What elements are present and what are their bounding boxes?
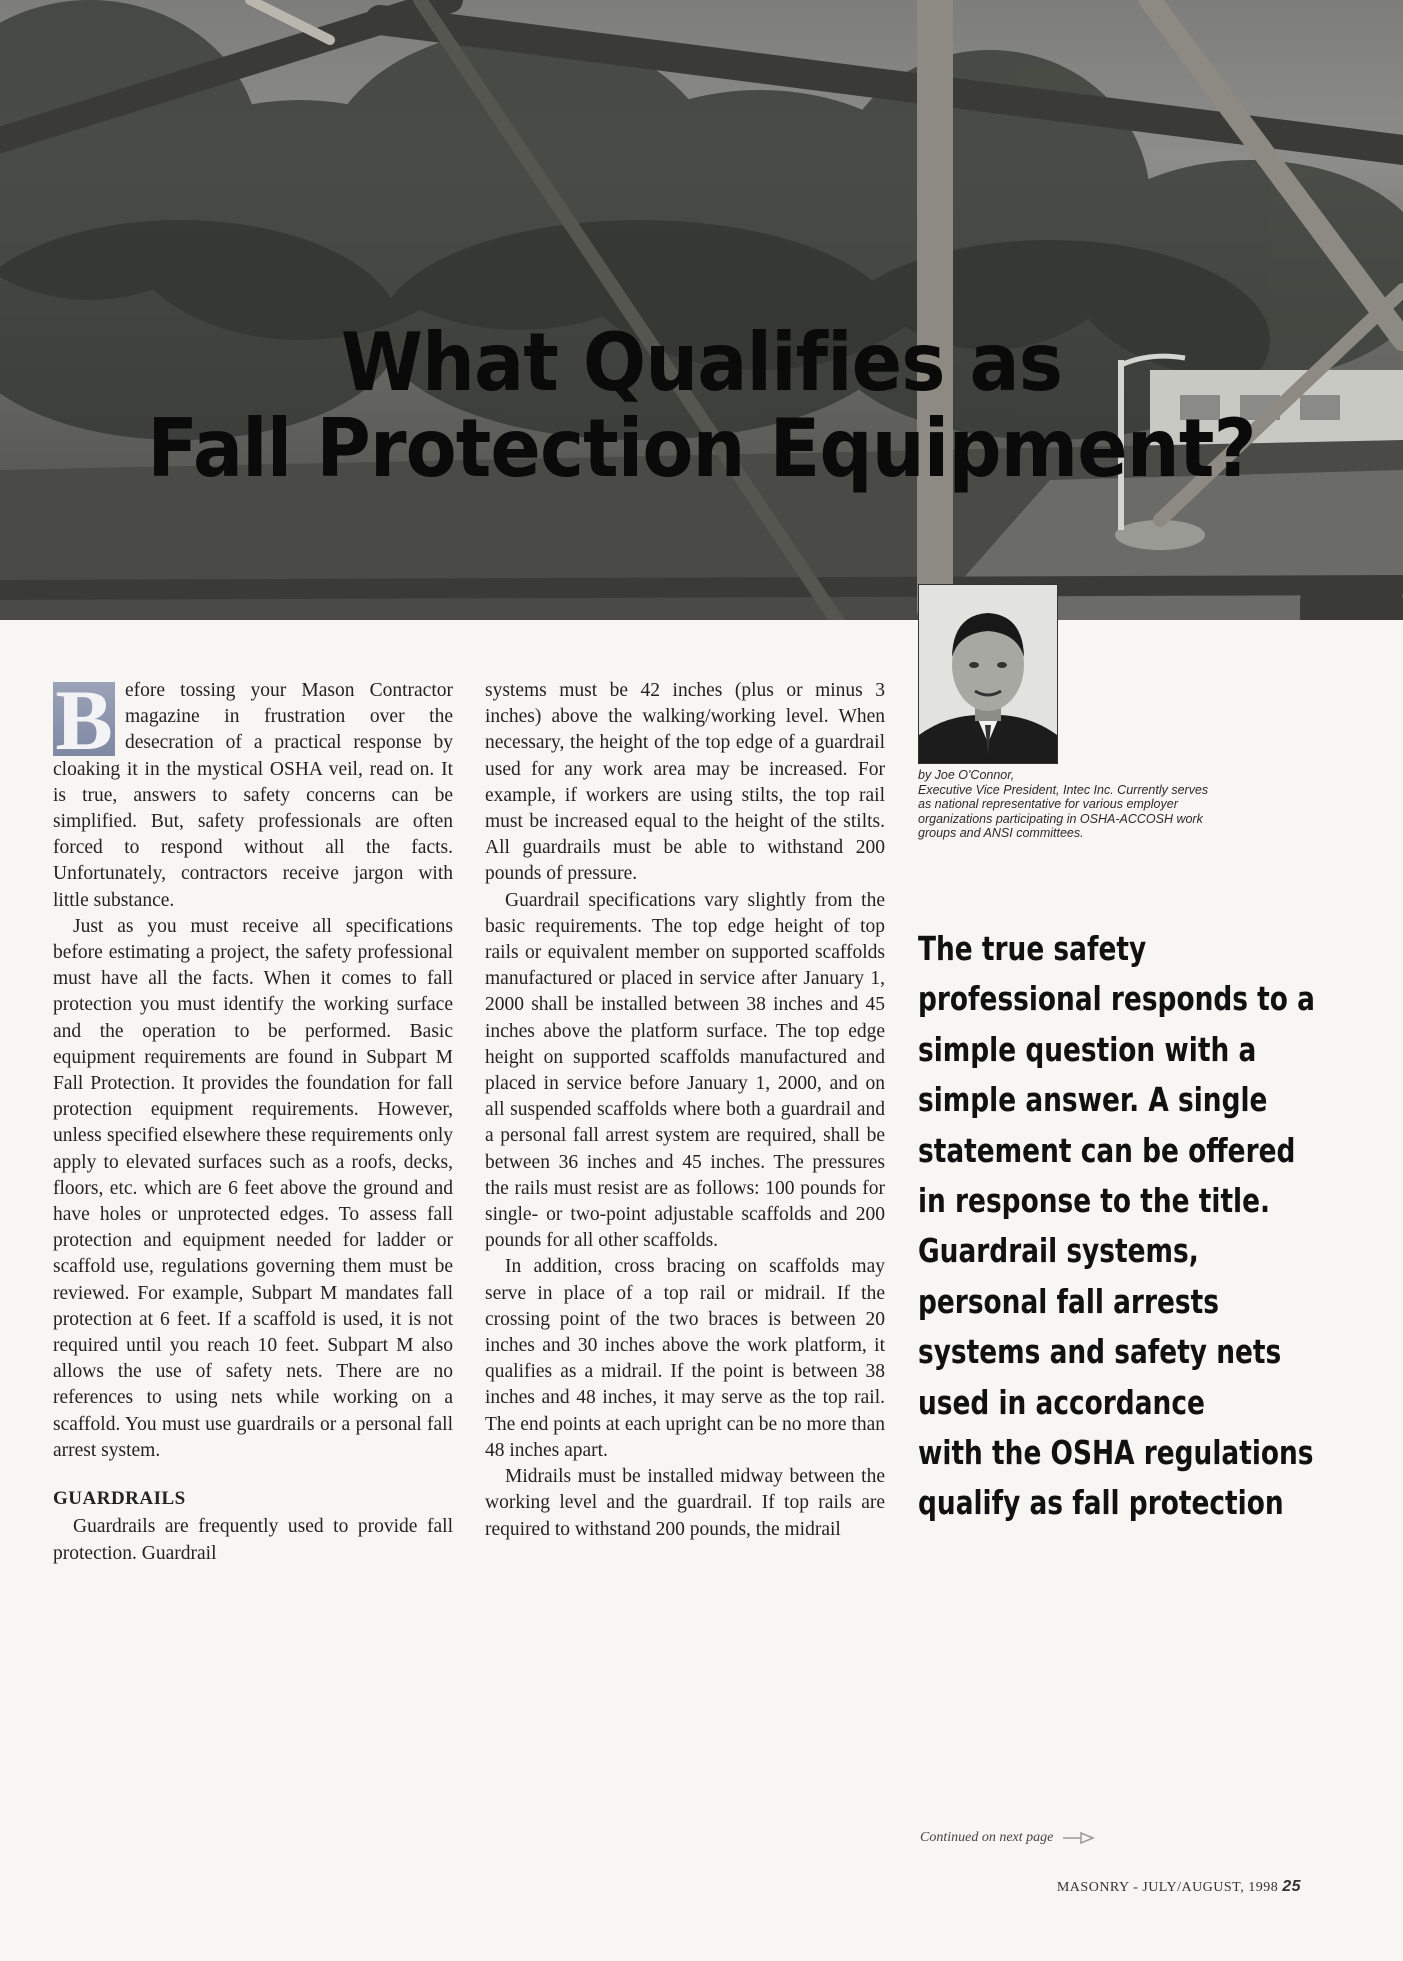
- continued-text: Continued on next page: [920, 1830, 1054, 1845]
- byline-bio-line: organizations participating in OSHA-ACCOSH work: [918, 811, 1203, 826]
- headline-line-1: What Qualifies as: [340, 316, 1063, 409]
- author-byline: [918, 768, 1338, 841]
- page-number: 25: [1282, 1878, 1301, 1895]
- body-paragraph: systems must be 42 inches (plus or minus 3 inches) above the walking/working level. When necessary, the height of the top edge of a guardrail used for any work area may be increased. For example, if workers are using stilts, the top rail must be increased equal to the height of the stilts. All guardrails must be able to withstand 200 pounds of pressure.: [485, 680, 885, 885]
- arrow-right-icon: [1063, 1831, 1099, 1845]
- publication-info: MASONRY - JULY/AUGUST, 1998: [1056, 1880, 1279, 1895]
- pull-quote-line: qualify as fall protection: [918, 1483, 1284, 1523]
- pull-quote-line: simple answer. A single: [918, 1080, 1268, 1120]
- byline-bio-line: as national representative for various employer: [918, 797, 1178, 811]
- pull-quote-line: in response to the title.: [918, 1181, 1271, 1221]
- body-paragraph: Midrails must be installed midway between the working level and the guardrail. If top rails are required to withstand 200 pounds, the midrail: [485, 1466, 885, 1540]
- byline-bio-line: groups and ANSI committees.: [918, 826, 1084, 840]
- byline-bio-line: Executive Vice President, Intec Inc. Currently serves: [918, 782, 1209, 797]
- author-portrait-image: [919, 585, 1057, 763]
- pull-quote-line: statement can be offered: [918, 1130, 1296, 1170]
- article-headline: [49, 316, 1354, 495]
- pull-quote-line: with the OSHA regulations: [918, 1433, 1314, 1473]
- pull-quote: [918, 924, 1334, 1529]
- pull-quote-line: The true safety: [918, 929, 1147, 968]
- intro-paragraph-text: efore tossing your Mason Contractor magazine in frustration over the desecration of a practical response by cloaking it in the mystical OSHA veil, read on. It is true, answers to safety concerns can be simplified. But, safety professionals are often forced to respond without all the facts. Unfortunately, contractors receive jargon with little substance.: [53, 680, 453, 911]
- headline-line-2: Fall Protection Equipment?: [147, 402, 1256, 495]
- drop-cap: B: [53, 682, 115, 756]
- body-paragraph: In addition, cross bracing on scaffolds may serve in place of a top rail or midrail. If the crossing point of the two braces is between 20 inches and 30 inches above the work platform, it qualifies as a midrail. If the point is between 38 inches and 48 inches, it may serve as the top rail. The end points at each upright can be no more than 48 inches apart.: [485, 1256, 885, 1461]
- pull-quote-line: used in accordance: [918, 1382, 1205, 1422]
- pull-quote-line: professional responds to a: [918, 979, 1315, 1019]
- hero-photo: [0, 0, 1403, 650]
- pull-quote-line: systems and safety nets: [918, 1332, 1282, 1372]
- section-heading-guardrails: GUARDRAILS: [53, 1488, 186, 1510]
- body-paragraph: Just as you must receive all specifications before estimating a project, the safety professional must have all the facts. When it comes to fall protection you must identify the working surface and the operation to be performed. Basic equipment requirements are found in Subpart M Fall Protection. It provides the foundation for fall protection equipment requirements. However, unless specified elsewhere these requirements only apply to elevated surfaces such as a roofs, decks, floors, etc. which are 6 feet above the ground and have holes or unprotected edges. To assess fall protection and equipment needed for ladder or scaffold use, regulations governing them must be reviewed. For example, Subpart M mandates fall protection at 6 feet. If a scaffold is used, it is not required until you reach 10 feet. Subpart M also allows the use of safety nets. There are no references to using nets while working on a scaffold. You must use guardrails or a personal fall arrest system.: [53, 915, 453, 1461]
- pull-quote-line: personal fall arrests: [918, 1281, 1219, 1321]
- pull-quote-line: Guardrail systems,: [918, 1231, 1199, 1271]
- body-paragraph: Guardrails are frequently used to provide fall protection. Guardrail: [53, 1516, 453, 1564]
- author-portrait: [918, 584, 1058, 764]
- intro-paragraph: [53, 672, 453, 914]
- article-column-1: [53, 672, 453, 1567]
- article-column-2: [485, 678, 885, 1543]
- continued-note: [920, 1830, 1099, 1846]
- page-footer: [1057, 1878, 1301, 1896]
- byline-name: by Joe O'Connor,: [918, 768, 1015, 782]
- pull-quote-line: simple question with a: [918, 1029, 1257, 1069]
- body-paragraph: Guardrail specifications vary slightly from the basic requirements. The top edge height of top rails or equivalent member on supported scaffolds manufactured or placed in service after January 1, 2000 shall be installed between 38 inches and 45 inches above the platform surface. The top edge height on supported scaffolds manufactured and placed in service before January 1, 2000, and on all suspended scaffolds where both a guardrail and a personal fall arrest system are required, shall be between 36 inches and 45 inches. The pressures the rails must resist are as follows: 100 pounds for single- or two-point adjustable scaffolds and 200 pounds for all other scaffolds.: [485, 889, 885, 1252]
